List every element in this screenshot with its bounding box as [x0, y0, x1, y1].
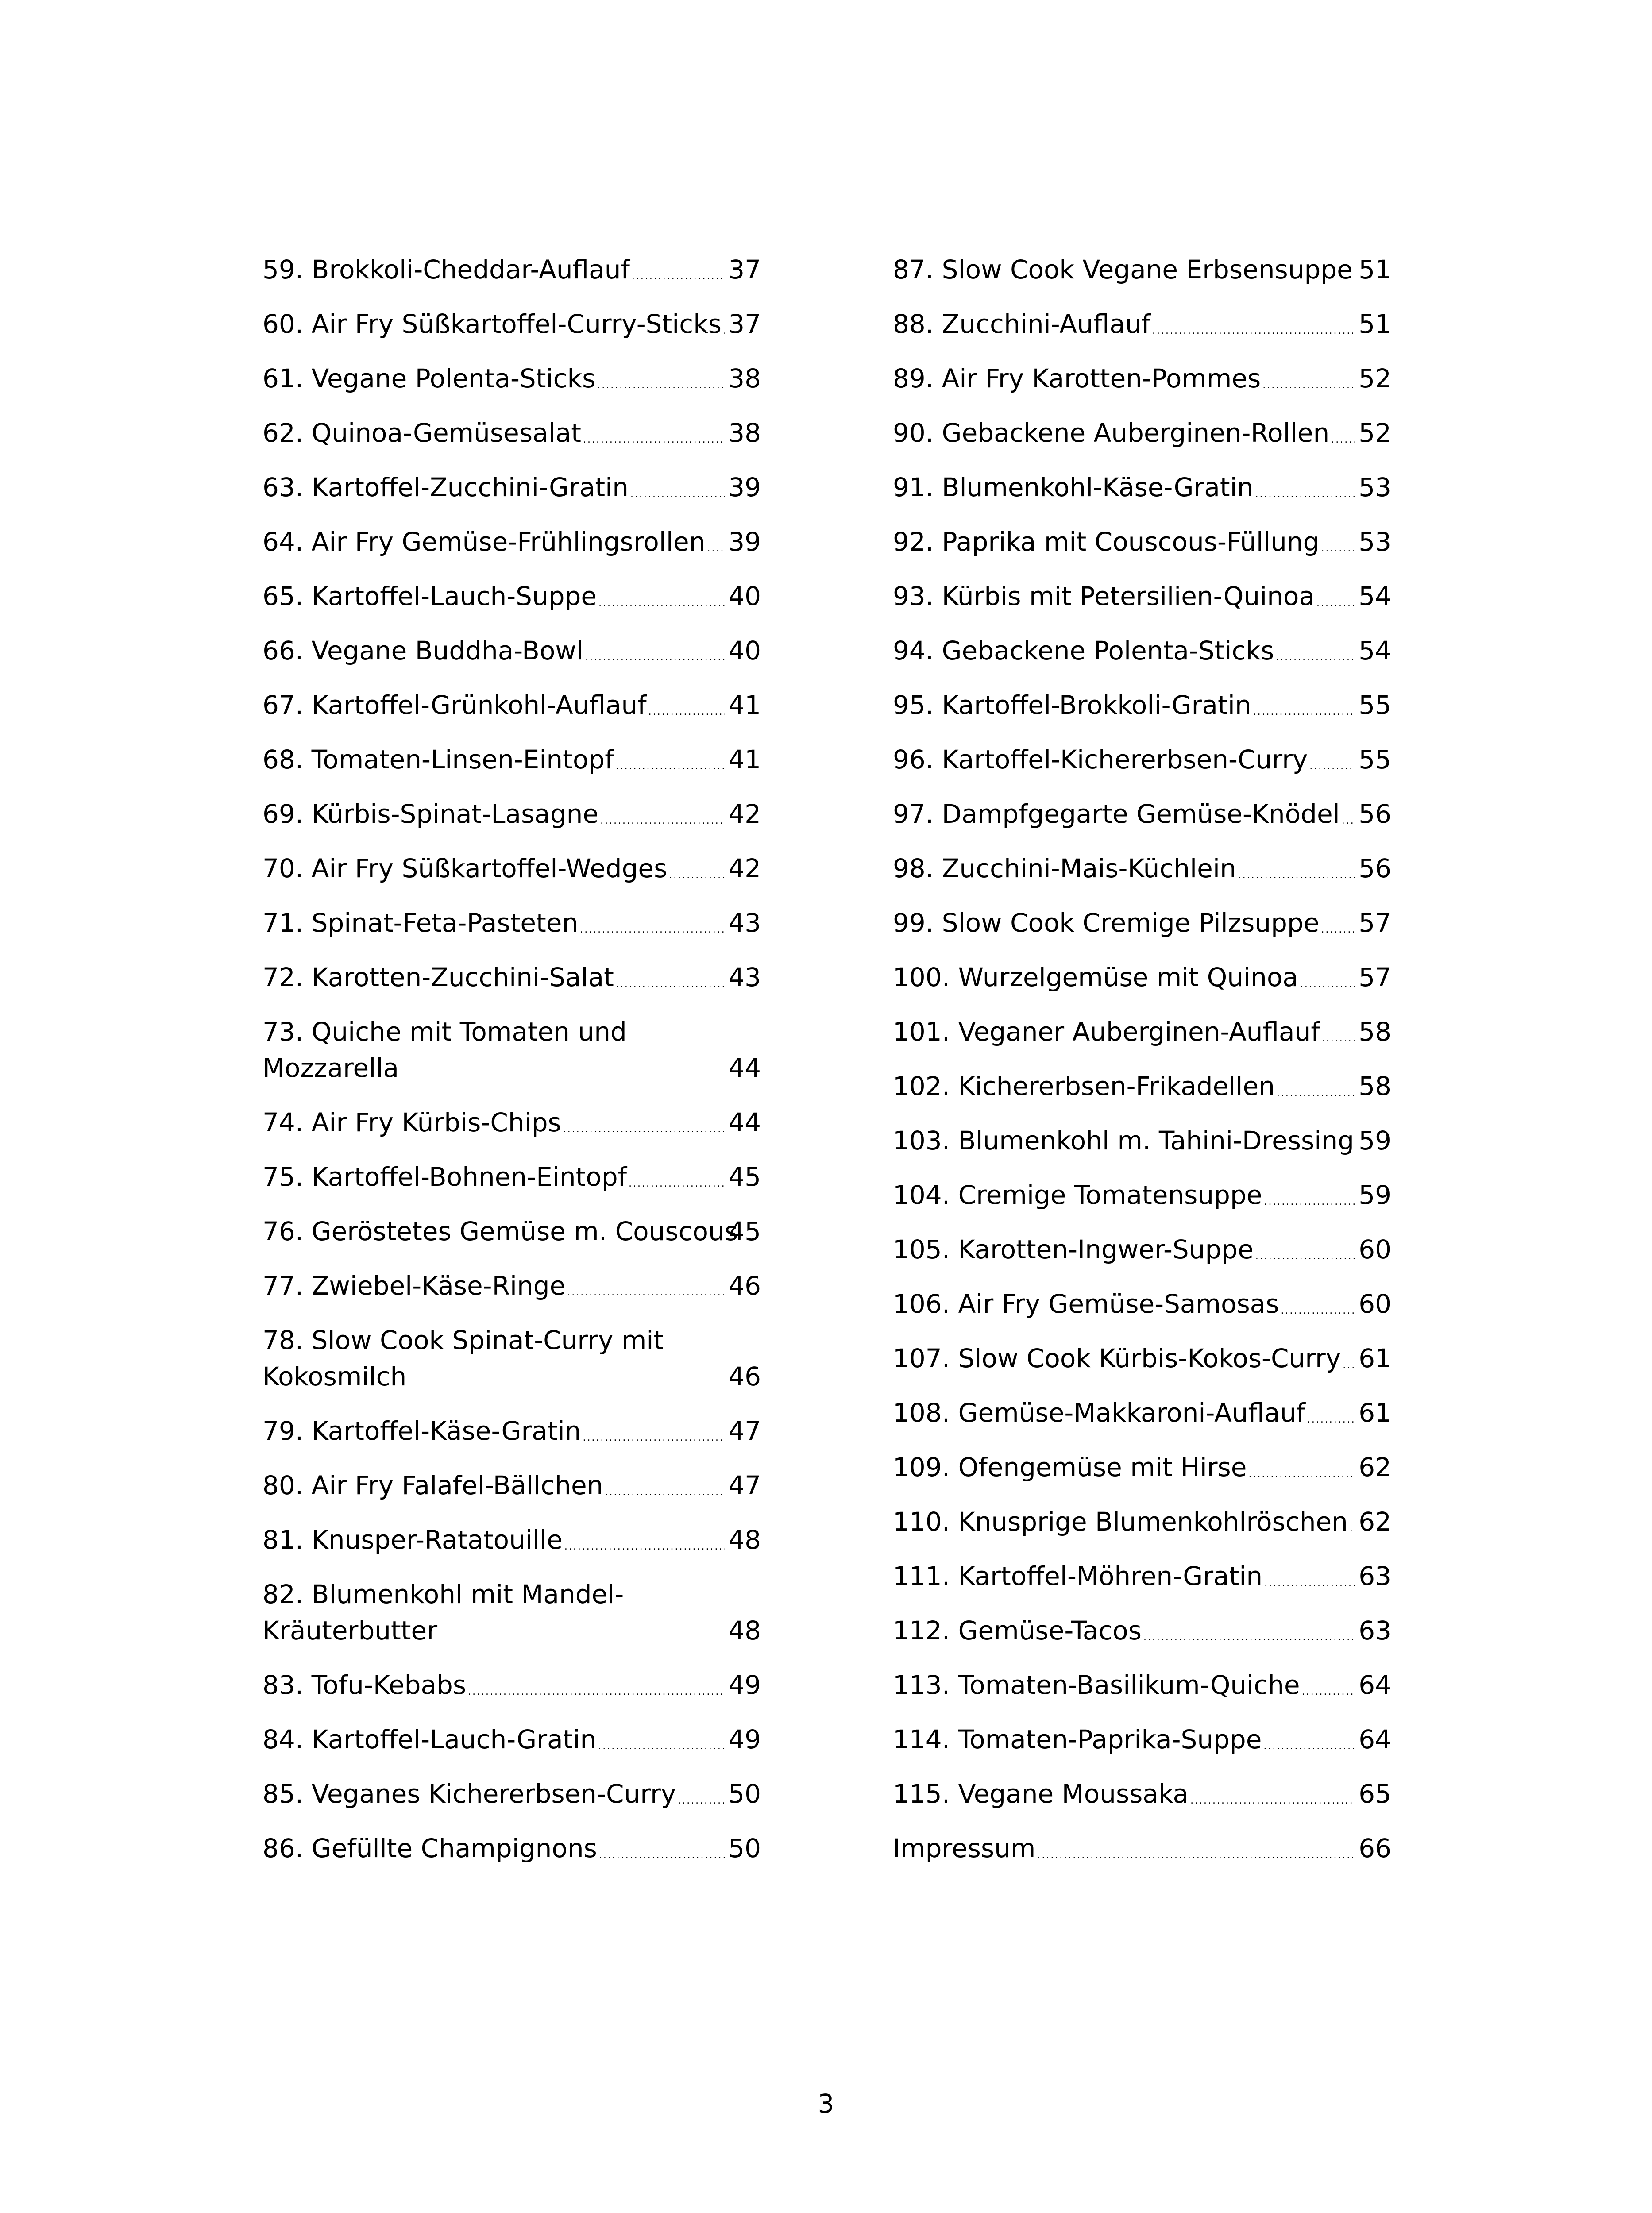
toc-entry[interactable]: [893, 360, 1391, 397]
toc-entry[interactable]: [893, 1558, 1391, 1594]
toc-entry-title: 109. Ofengemüse mit Hirse: [893, 1452, 1247, 1482]
toc-dot-leader: [1262, 1177, 1355, 1213]
toc-entry-page: 41: [728, 690, 761, 720]
toc-entry-title: 92. Paprika mit Couscous-Füllung: [893, 527, 1320, 557]
toc-entry-page: 51: [1359, 254, 1391, 285]
toc-dot-leader: [1340, 796, 1355, 832]
toc-entry-title: 107. Slow Cook Kürbis-Kokos-Curry: [893, 1343, 1341, 1373]
toc-entry[interactable]: [893, 796, 1391, 832]
toc-entry-page: 55: [1359, 690, 1391, 720]
toc-entry-page: 51: [1359, 309, 1391, 339]
toc-dot-leader: [614, 741, 725, 778]
toc-entry[interactable]: [262, 850, 761, 887]
toc-entry-title: 93. Kürbis mit Petersilien-Quinoa: [893, 581, 1315, 611]
toc-entry[interactable]: [262, 1667, 761, 1703]
toc-dot-leader: [614, 959, 725, 995]
toc-dot-leader: [1308, 741, 1355, 778]
toc-entry-page: 53: [1359, 527, 1391, 557]
toc-entry-title: 85. Veganes Kichererbsen-Curry: [262, 1779, 676, 1809]
toc-dot-leader: [1300, 1667, 1355, 1703]
toc-dot-leader: [1354, 1122, 1355, 1159]
toc-entry[interactable]: [262, 905, 761, 941]
toc-entry-page: 42: [728, 799, 761, 829]
toc-entry-page: 46: [728, 1271, 761, 1301]
toc-entry-page: 54: [1359, 581, 1391, 611]
toc-entry-title: 61. Vegane Polenta-Sticks: [262, 363, 596, 393]
toc-entry-title: Impressum: [893, 1833, 1036, 1863]
toc-entry[interactable]: [893, 632, 1391, 669]
toc-entry-page: 38: [728, 418, 761, 448]
toc-entry-page: 45: [728, 1162, 761, 1192]
toc-entry-page: 59: [1359, 1126, 1391, 1156]
toc-entry-title: 63. Kartoffel-Zucchini-Gratin: [262, 472, 629, 502]
toc-entry-title: 73. Quiche mit Tomaten und Mozzarella: [262, 1017, 627, 1083]
toc-entry[interactable]: [262, 306, 761, 342]
toc-entry-page: 37: [728, 254, 761, 285]
toc-entry-title: 111. Kartoffel-Möhren-Gratin: [893, 1561, 1263, 1591]
toc-entry[interactable]: [893, 1395, 1391, 1431]
toc-dot-leader: [1254, 469, 1355, 505]
toc-entry[interactable]: [893, 251, 1391, 288]
toc-dot-leader: [1262, 1721, 1355, 1758]
toc-dot-leader: [565, 1268, 725, 1304]
toc-entry-page: 45: [728, 1216, 761, 1246]
toc-dot-leader: [1315, 578, 1355, 614]
toc-entry-title: 67. Kartoffel-Grünkohl-Auflauf: [262, 690, 647, 720]
toc-entry-title: 91. Blumenkohl-Käse-Gratin: [893, 472, 1254, 502]
toc-dot-leader: [1150, 306, 1355, 342]
toc-entry[interactable]: [893, 741, 1391, 778]
toc-entry[interactable]: [893, 1449, 1391, 1485]
toc-dot-leader: [1319, 524, 1355, 560]
toc-entry-title: 60. Air Fry Süßkartoffel-Curry-Sticks: [262, 309, 722, 339]
toc-entry-title: 89. Air Fry Karotten-Pommes: [893, 363, 1261, 393]
toc-dot-leader: [598, 796, 725, 832]
toc-entry-title: 103. Blumenkohl m. Tahini-Dressing: [893, 1126, 1354, 1156]
toc-dot-leader: [1298, 959, 1355, 995]
toc-entry-title: 114. Tomaten-Paprika-Suppe: [893, 1724, 1262, 1754]
toc-entry-page: 44: [728, 1107, 761, 1137]
toc-entry-title: 108. Gemüse-Makkaroni-Auflauf: [893, 1398, 1305, 1428]
toc-entry[interactable]: [893, 578, 1391, 614]
toc-entry-page: 55: [1359, 744, 1391, 775]
toc-entry-title: 65. Kartoffel-Lauch-Suppe: [262, 581, 597, 611]
toc-entry-page: 40: [728, 636, 761, 666]
toc-entry[interactable]: [893, 905, 1391, 941]
toc-entry[interactable]: [893, 959, 1391, 995]
toc-entry-title: 72. Karotten-Zucchini-Salat: [262, 962, 614, 992]
toc-entry[interactable]: [262, 415, 761, 451]
toc-entry[interactable]: [262, 578, 761, 614]
toc-entry[interactable]: [893, 1231, 1391, 1268]
toc-dot-leader: [603, 1467, 725, 1504]
toc-entry[interactable]: [262, 1776, 761, 1812]
toc-entry-title: 87. Slow Cook Vegane Erbsensuppe: [893, 254, 1353, 285]
toc-entry-page: 48: [728, 1525, 761, 1555]
toc-entry-title: 104. Cremige Tomatensuppe: [893, 1180, 1262, 1210]
toc-entry-title: 79. Kartoffel-Käse-Gratin: [262, 1416, 581, 1446]
toc-entry-page: 57: [1359, 962, 1391, 992]
toc-entry-page: 62: [1359, 1507, 1391, 1537]
toc-dot-leader: [1319, 905, 1355, 941]
toc-entry-title: 110. Knusprige Blumenkohlröschen: [893, 1507, 1348, 1537]
toc-entry-title: 102. Kichererbsen-Frikadellen: [893, 1071, 1275, 1101]
toc-entry[interactable]: [893, 1830, 1391, 1866]
toc-dot-leader: [561, 1104, 725, 1141]
toc-dot-leader: [563, 1522, 725, 1558]
toc-entry[interactable]: [262, 687, 761, 723]
toc-entry[interactable]: [262, 632, 761, 669]
toc-entry-title: 76. Geröstetes Gemüse m. Couscous: [262, 1216, 738, 1246]
toc-entry-page: 64: [1359, 1724, 1391, 1754]
toc-entry-title: 70. Air Fry Süßkartoffel-Wedges: [262, 853, 668, 883]
toc-entry[interactable]: [893, 1667, 1391, 1703]
toc-entry-page: 62: [1359, 1452, 1391, 1482]
toc-entry[interactable]: [893, 1612, 1391, 1649]
toc-entry-title: 106. Air Fry Gemüse-Samosas: [893, 1289, 1279, 1319]
toc-entry-page: 65: [1359, 1779, 1391, 1809]
toc-dot-leader: [583, 632, 725, 669]
toc-dot-leader: [1279, 1286, 1355, 1322]
toc-entry-page: 57: [1359, 908, 1391, 938]
toc-dot-leader: [647, 687, 725, 723]
toc-dot-leader: [1305, 1395, 1355, 1431]
toc-entry-title: 78. Slow Cook Spinat-Curry mit Kokosmilch: [262, 1325, 664, 1392]
toc-dot-leader: [1274, 632, 1355, 669]
toc-entry[interactable]: [262, 1721, 761, 1758]
toc-dot-leader: [1341, 1340, 1355, 1376]
toc-entry-title: 113. Tomaten-Basilikum-Quiche: [893, 1670, 1300, 1700]
toc-entry[interactable]: [262, 251, 761, 288]
toc-entry[interactable]: [893, 1014, 1391, 1050]
toc-entry-title: 101. Veganer Auberginen-Auflauf: [893, 1017, 1320, 1047]
toc-entry[interactable]: [262, 524, 761, 560]
toc-entry[interactable]: [262, 469, 761, 505]
toc-dot-leader: [1329, 415, 1355, 451]
toc-entry-title: 90. Gebackene Auberginen-Rollen: [893, 418, 1330, 448]
toc-entry-title: 81. Knusper-Ratatouille: [262, 1525, 563, 1555]
toc-dot-leader: [595, 360, 725, 397]
toc-entry-page: 64: [1359, 1670, 1391, 1700]
toc-entry[interactable]: [893, 469, 1391, 505]
toc-dot-leader: [629, 469, 725, 505]
toc-entry[interactable]: [262, 1159, 761, 1195]
toc-entry-title: 94. Gebackene Polenta-Sticks: [893, 636, 1274, 666]
toc-entry[interactable]: [893, 524, 1391, 560]
toc-entry-title: 75. Kartoffel-Bohnen-Eintopf: [262, 1162, 627, 1192]
toc-entry-page: 66: [1359, 1833, 1391, 1863]
toc-dot-leader: [1353, 251, 1355, 288]
toc-entry-title: 96. Kartoffel-Kichererbsen-Curry: [893, 744, 1308, 775]
toc-dot-leader: [627, 1159, 725, 1195]
toc-entry-title: 74. Air Fry Kürbis-Chips: [262, 1107, 561, 1137]
toc-entry[interactable]: [262, 1213, 761, 1249]
toc-column-right: [893, 251, 1391, 1885]
toc-entry-title: 83. Tofu-Kebabs: [262, 1670, 467, 1700]
toc-dot-leader: [1035, 1830, 1355, 1866]
toc-entry[interactable]: [893, 1340, 1391, 1376]
toc-entry[interactable]: [893, 1068, 1391, 1104]
toc-entry-page: 37: [728, 309, 761, 339]
toc-entry-page: 58: [1359, 1071, 1391, 1101]
toc-entry-title: 84. Kartoffel-Lauch-Gratin: [262, 1724, 597, 1754]
toc-dot-leader: [1275, 1068, 1355, 1104]
toc-entry-title: 98. Zucchini-Mais-Küchlein: [893, 853, 1236, 883]
toc-entry-page: 41: [728, 744, 761, 775]
toc-dot-leader: [597, 578, 725, 614]
toc-entry[interactable]: [893, 687, 1391, 723]
toc-dot-leader: [1262, 1558, 1355, 1594]
toc-dot-leader: [676, 1776, 725, 1812]
toc-entry-page: 60: [1359, 1289, 1391, 1319]
toc-dot-leader: [1348, 1504, 1355, 1540]
toc-entry-title: 66. Vegane Buddha-Bowl: [262, 636, 583, 666]
toc-entry-page: 61: [1359, 1343, 1391, 1373]
toc-entry[interactable]: [262, 1014, 761, 1086]
toc-entry[interactable]: [893, 1286, 1391, 1322]
toc-entry-title: 68. Tomaten-Linsen-Eintopf: [262, 744, 614, 775]
toc-entry-page: 49: [728, 1670, 761, 1700]
toc-entry[interactable]: [893, 1504, 1391, 1540]
toc-entry-title: 59. Brokkoli-Cheddar-Auflauf: [262, 254, 630, 285]
toc-dot-leader: [1254, 1231, 1355, 1268]
toc-dot-leader: [596, 1721, 725, 1758]
toc-entry-page: 43: [728, 908, 761, 938]
toc-entry[interactable]: [262, 1522, 761, 1558]
toc-entry[interactable]: [262, 360, 761, 397]
toc-entry-title: 86. Gefüllte Champignons: [262, 1833, 597, 1863]
toc-entry-page: 56: [1359, 799, 1391, 829]
toc-entry[interactable]: [893, 1776, 1391, 1812]
toc-entry[interactable]: [262, 1830, 761, 1866]
toc-entry-page: 58: [1359, 1017, 1391, 1047]
toc-entry-title: 97. Dampfgegarte Gemüse-Knödel: [893, 799, 1340, 829]
toc-entry[interactable]: [262, 741, 761, 778]
toc-dot-leader: [1247, 1449, 1355, 1485]
toc-entry-page: 52: [1359, 418, 1391, 448]
toc-dot-leader: [581, 1413, 725, 1449]
toc-entry-page: 56: [1359, 853, 1391, 883]
toc-entry-page: 46: [728, 1361, 761, 1392]
toc-dot-leader: [1142, 1612, 1355, 1649]
toc-entry-page: 63: [1359, 1615, 1391, 1646]
toc-entry[interactable]: [262, 1268, 761, 1304]
toc-entry-page: 48: [728, 1615, 761, 1646]
toc-dot-leader: [597, 1830, 725, 1866]
toc-entry-page: 63: [1359, 1561, 1391, 1591]
toc-dot-leader: [466, 1667, 725, 1703]
toc-entry-page: 50: [728, 1779, 761, 1809]
toc-entry[interactable]: [262, 1322, 761, 1395]
toc-dot-leader: [667, 850, 725, 887]
toc-entry-page: 39: [728, 472, 761, 502]
toc-entry-title: 62. Quinoa-Gemüsesalat: [262, 418, 581, 448]
toc-entry-page: 61: [1359, 1398, 1391, 1428]
page-number: 3: [818, 2089, 834, 2119]
toc-entry[interactable]: [262, 1467, 761, 1504]
toc-dot-leader: [630, 251, 725, 288]
toc-entry-page: 39: [728, 527, 761, 557]
toc-entry[interactable]: [262, 1104, 761, 1141]
toc-entry-page: 47: [728, 1470, 761, 1500]
toc-entry[interactable]: [262, 796, 761, 832]
toc-entry[interactable]: [262, 1413, 761, 1449]
toc-entry-title: 112. Gemüse-Tacos: [893, 1615, 1142, 1646]
toc-entry-title: 77. Zwiebel-Käse-Ringe: [262, 1271, 566, 1301]
toc-entry-title: 64. Air Fry Gemüse-Frühlingsrollen: [262, 527, 706, 557]
toc-entry[interactable]: [893, 1122, 1391, 1159]
toc-dot-leader: [1236, 850, 1355, 887]
toc-entry-title: 82. Blumenkohl mit Mandel-Kräuterbutter: [262, 1579, 624, 1646]
toc-entry-page: 60: [1359, 1234, 1391, 1265]
toc-dot-leader: [1189, 1776, 1355, 1812]
toc-entry-page: 38: [728, 363, 761, 393]
toc-dot-leader: [1320, 1014, 1355, 1050]
toc-entry-title: 99. Slow Cook Cremige Pilzsuppe: [893, 908, 1320, 938]
toc-entry-page: 44: [728, 1053, 761, 1083]
toc-entry-title: 115. Vegane Moussaka: [893, 1779, 1189, 1809]
toc-entry-title: 80. Air Fry Falafel-Bällchen: [262, 1470, 603, 1500]
toc-entry-page: 40: [728, 581, 761, 611]
toc-entry-page: 53: [1359, 472, 1391, 502]
toc-entry[interactable]: [262, 1576, 761, 1649]
toc-entry[interactable]: [262, 959, 761, 995]
toc-dot-leader: [578, 905, 725, 941]
toc-dot-leader: [722, 306, 725, 342]
toc-column-left: [262, 251, 761, 1885]
toc-entry-title: 88. Zucchini-Auflauf: [893, 309, 1151, 339]
toc-entry-page: 47: [728, 1416, 761, 1446]
toc-dot-leader: [581, 415, 725, 451]
toc-entry[interactable]: [893, 415, 1391, 451]
toc-entry-title: 100. Wurzelgemüse mit Quinoa: [893, 962, 1298, 992]
toc-entry[interactable]: [893, 1177, 1391, 1213]
toc-dot-leader: [1261, 360, 1355, 397]
toc-entry-title: 105. Karotten-Ingwer-Suppe: [893, 1234, 1254, 1265]
toc-entry-page: 52: [1359, 363, 1391, 393]
toc-entry[interactable]: [893, 306, 1391, 342]
toc-entry-page: 50: [728, 1833, 761, 1863]
toc-entry-page: 43: [728, 962, 761, 992]
toc-entry[interactable]: [893, 850, 1391, 887]
toc-entry[interactable]: [893, 1721, 1391, 1758]
toc-entry-title: 71. Spinat-Feta-Pasteten: [262, 908, 579, 938]
toc-entry-page: 49: [728, 1724, 761, 1754]
toc-entry-page: 54: [1359, 636, 1391, 666]
toc-dot-leader: [705, 524, 725, 560]
toc-entry-title: 69. Kürbis-Spinat-Lasagne: [262, 799, 599, 829]
toc-entry-page: 59: [1359, 1180, 1391, 1210]
toc-entry-title: 95. Kartoffel-Brokkoli-Gratin: [893, 690, 1251, 720]
toc-dot-leader: [1251, 687, 1355, 723]
toc-entry-page: 42: [728, 853, 761, 883]
